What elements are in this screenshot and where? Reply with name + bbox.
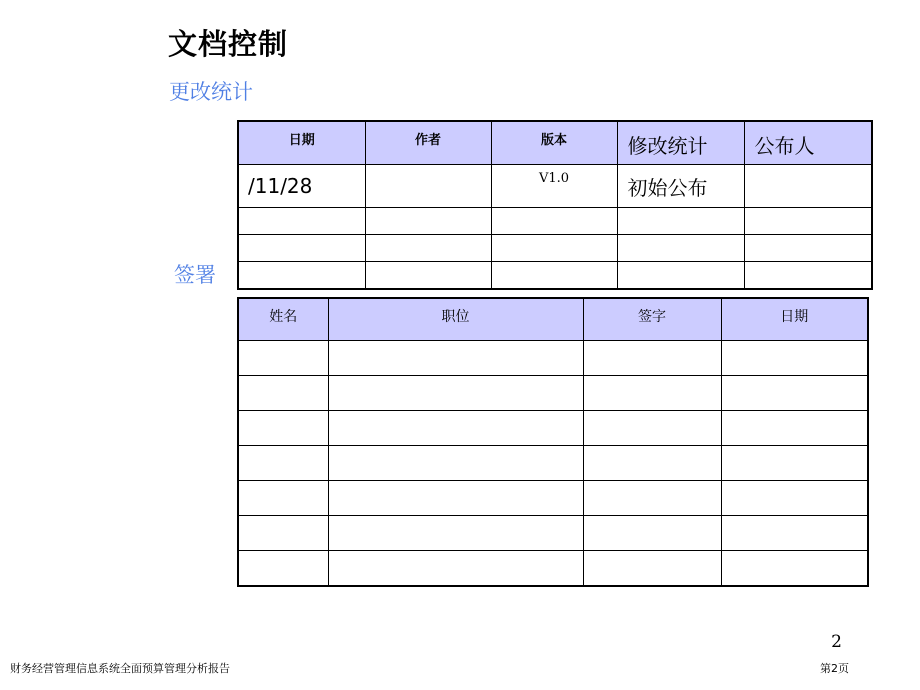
cell-author [365,208,491,235]
change-section-title: 更改统计 [169,80,253,104]
cell-signature [583,411,721,446]
table-row [238,411,868,446]
cell-signature [583,341,721,376]
change-history-table [237,120,873,290]
cell-position [328,341,583,376]
cell-author [365,165,491,208]
cell-name [238,516,328,551]
page-title: 文档控制 [168,27,289,61]
cell-position [328,516,583,551]
cell-name [238,481,328,516]
cell-date [238,208,365,235]
table-row [238,516,868,551]
header-signature: 签字 [583,298,721,341]
cell-date [238,262,365,290]
cell-version [491,262,617,290]
cell-position [328,376,583,411]
cell-signature [583,551,721,587]
header-author: 作者 [365,121,491,165]
cell-position [328,481,583,516]
cell-position [328,551,583,587]
sign-section-title: 签署 [174,263,216,287]
cell-version: V1.0 [491,165,617,208]
cell-name [238,551,328,587]
page-number: 2 [831,632,842,652]
table-row [238,262,872,290]
table-row [238,376,868,411]
cell-position [328,411,583,446]
table-row [238,341,868,376]
cell-change-summary [617,235,744,262]
header-position: 职位 [328,298,583,341]
signature-table [237,297,869,587]
header-version: 版本 [491,121,617,165]
header-name: 姓名 [238,298,328,341]
cell-change-summary: 初始公布 [617,165,744,208]
cell-name [238,446,328,481]
cell-signature [583,481,721,516]
cell-version [491,235,617,262]
cell-author [365,235,491,262]
table-row [238,446,868,481]
table-row [238,235,872,262]
table-header-row [238,121,872,165]
cell-publisher [744,262,872,290]
cell-date [721,341,868,376]
cell-date [721,376,868,411]
table-header-row [238,298,868,341]
cell-position [328,446,583,481]
cell-date [721,411,868,446]
cell-publisher [744,165,872,208]
cell-publisher [744,235,872,262]
cell-date [721,481,868,516]
cell-date [721,446,868,481]
cell-version [491,208,617,235]
cell-name [238,341,328,376]
cell-publisher [744,208,872,235]
cell-signature [583,516,721,551]
cell-date [721,516,868,551]
cell-name [238,376,328,411]
cell-name [238,411,328,446]
footer-page-label: 第2页 [820,662,849,675]
footer-text: 财务经营管理信息系统全面预算管理分析报告 [10,662,230,675]
cell-change-summary [617,208,744,235]
cell-signature [583,376,721,411]
cell-signature [583,446,721,481]
header-publisher: 公布人 [744,121,872,165]
cell-change-summary [617,262,744,290]
cell-date [238,235,365,262]
cell-date [721,551,868,587]
cell-author [365,262,491,290]
table-row [238,551,868,587]
table-row [238,481,868,516]
cell-date: /11/28 [238,165,365,208]
header-date: 日期 [721,298,868,341]
header-date: 日期 [238,121,365,165]
table-row [238,208,872,235]
table-row [238,165,872,208]
header-change-summary: 修改统计 [617,121,744,165]
